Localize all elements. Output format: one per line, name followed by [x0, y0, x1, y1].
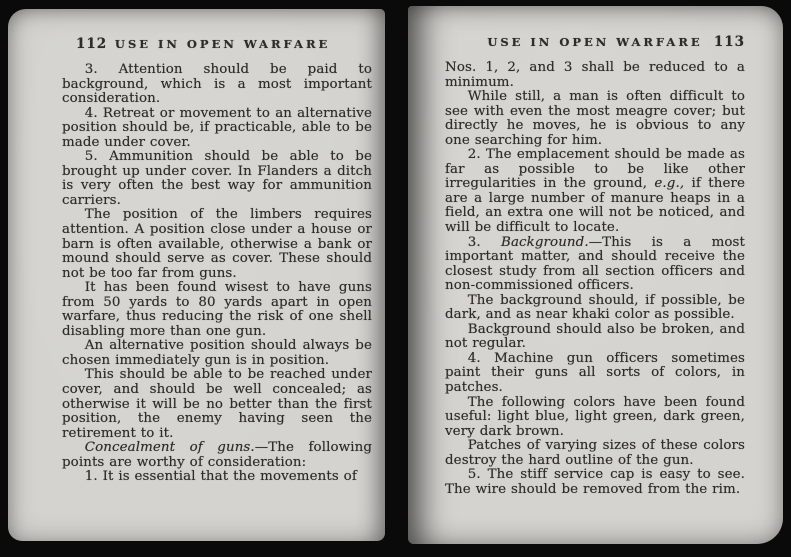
paragraph: Concealment of guns.—The following points are worthy of consideration: [62, 440, 372, 470]
right-running-title: USE IN OPEN WARFARE [487, 35, 703, 49]
paragraph: 3. Background.—This is a most important matter, and should receive the closest study from all section officers and non-commissioned officers. [445, 234, 745, 294]
book-gutter [385, 0, 408, 557]
left-running-title: USE IN OPEN WARFARE [114, 37, 331, 51]
paragraph: The position of the limbers requires attention. A position close under a house or barn is often available, otherwise a bank or mound should serve as cover. These should not be too far from guns. [62, 207, 372, 281]
left-running-head [62, 36, 372, 52]
paragraph: While still, a man is often difficult to see with even the most meagre cover; but directly he moves, he is obvious to any one searching for him. [445, 89, 745, 148]
left-page-number: 112 [76, 36, 108, 52]
paragraph: This should be able to be reached under cover, and should be well concealed; as otherwise it will be no better than the first position, the enemy having seen the retirement to it. [62, 367, 372, 441]
paragraph: 5. The stiff service cap is easy to see. The wire should be removed from the rim. [445, 467, 745, 497]
paragraph: An alternative position should always be chosen immediately gun is in position. [62, 338, 372, 368]
left-page [8, 9, 385, 541]
paragraph: The background should, if possible, be dark, and as near khaki color as possible. [445, 292, 745, 323]
paragraph: 1. It is essential that the movements of [84, 469, 357, 485]
paragraph: 4. Machine gun officers sometimes paint their guns all sorts of colors, in patches. [445, 350, 745, 396]
paragraph: The following colors have been found useful: light blue, light green, dark green, very dark brown. [445, 394, 745, 439]
paragraph: It has been found wisest to have guns from 50 yards to 80 yards apart in open warfare, thus reducing the risk of one shell disabling more than one gun. [62, 280, 372, 339]
right-page [408, 6, 783, 544]
paragraph: 3. Attention should be paid to background, which is a most important consideration. [62, 62, 372, 107]
left-page-text [62, 63, 372, 485]
paragraph: 4. Retreat or movement to an alternative position should be, if practicable, able to be made under cover. [62, 105, 372, 150]
paragraph: 2. The emplacement should be made as far as possible to be like other irregularities in the ground, e.g., if there are a large number of manure heaps in a field, an extra one will not be noticed, and will be difficult to locate. [445, 147, 745, 236]
paragraph: Patches of varying sizes of these colors destroy the hard outline of the gun. [445, 438, 745, 468]
paragraph: 5. Ammunition should be able to be brought up under cover. In Flanders a ditch is very often the best way for ammunition carriers. [62, 149, 372, 208]
paragraph: Nos. 1, 2, and 3 shall be reduced to a minimum. [445, 60, 745, 90]
paragraph: Background should also be broken, and not regular. [445, 321, 745, 352]
right-running-head [445, 34, 745, 50]
right-page-text [445, 61, 745, 497]
right-page-number: 113 [713, 34, 745, 50]
